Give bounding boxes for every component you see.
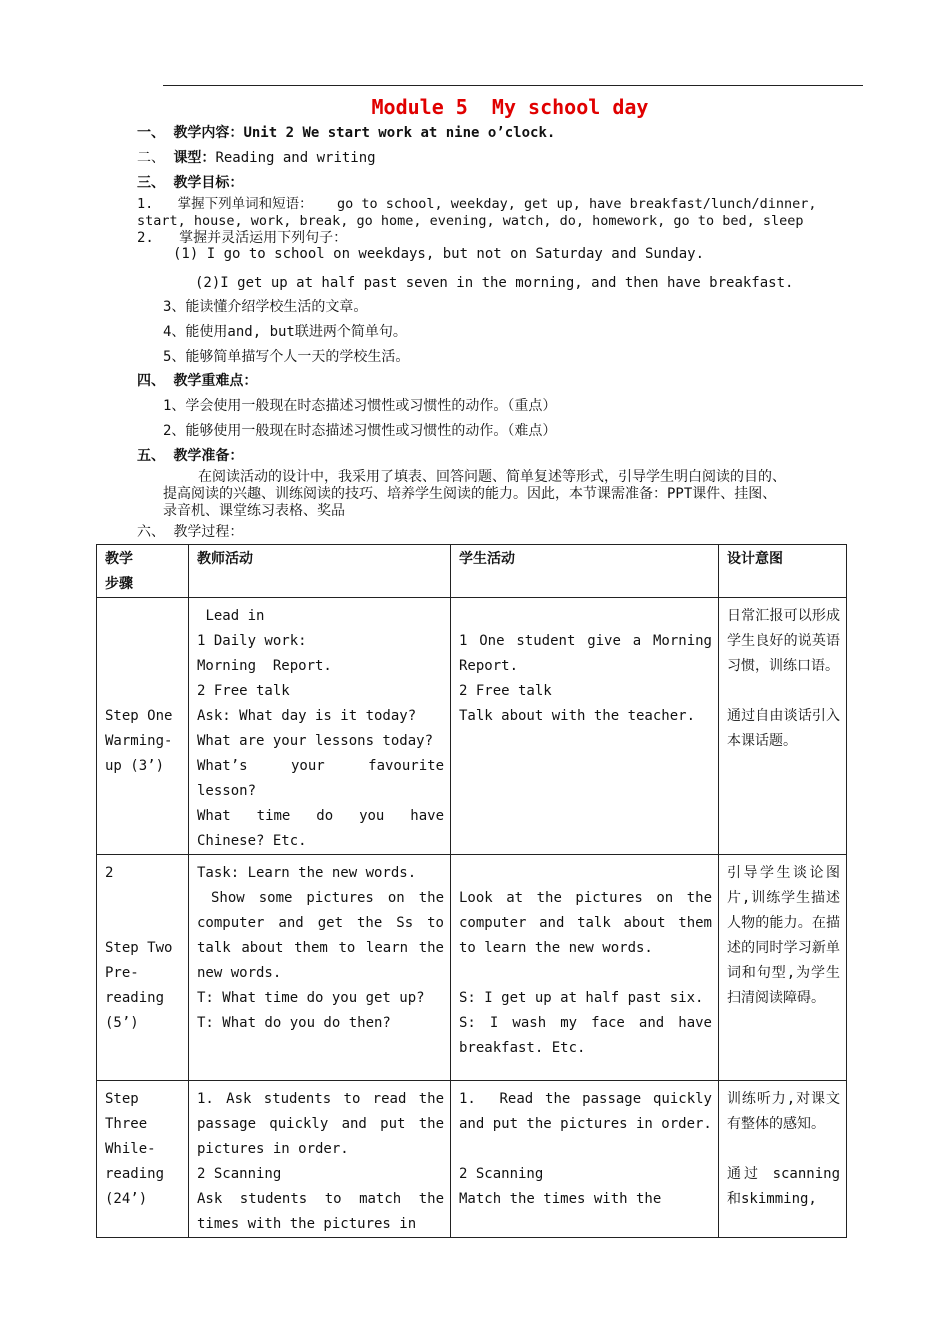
- intent-cell: 日常汇报可以形成学生良好的说英语习惯，训练口语。 通过自由谈话引入本课话题。: [719, 598, 847, 855]
- student-cell: 1. Read the passage quickly and put the pictures in order. 2 Scanning Match the times with the: [451, 1081, 719, 1238]
- step-cell: 2 Step Two Pre- reading (5’): [97, 855, 189, 1081]
- section-2: 二、 课型：Reading and writing: [137, 150, 376, 166]
- header-teacher: 教师活动: [189, 545, 451, 598]
- prep-line-b: 提高阅读的兴趣、训练阅读的技巧、培养学生阅读的能力。因此，本节课需准备：PPT课件、挂图、: [163, 486, 777, 502]
- key-point-1: 1、学会使用一般现在时态描述习惯性或习惯性的动作。（重点）: [163, 398, 557, 414]
- section-4: 四、 教学重难点：: [137, 373, 258, 389]
- section-6: 六、 教学过程：: [137, 524, 244, 540]
- intent-cell: 引导学生谈论图片,训练学生描述人物的能力。在描述的同时学习新单词和句型,为学生扫清阅读障碍。: [719, 855, 847, 1081]
- process-table: [96, 544, 847, 1238]
- table-header-row: [97, 545, 847, 598]
- teacher-cell: 1. Ask students to read the passage quickly and put the pictures in order. 2 Scanning Ask students to match the times with the pictures in: [189, 1081, 451, 1238]
- prep-line-c: 录音机、课堂练习表格、奖品: [163, 503, 345, 519]
- header-student: 学生活动: [451, 545, 719, 598]
- key-point-2: 2、能够使用一般现在时态描述习惯性或习惯性的动作。（难点）: [163, 423, 557, 439]
- goal-2: 2. 掌握并灵活运用下列句子：: [137, 230, 348, 246]
- step-cell: Step Three While- reading (24’): [97, 1081, 189, 1238]
- section-3: 三、 教学目标：: [137, 175, 244, 191]
- goal-2-sentence-2: (2)I get up at half past seven in the morning, and then have breakfast.: [195, 275, 794, 291]
- goal-5: 5、能够简单描写个人一天的学校生活。: [163, 349, 410, 365]
- student-cell: Look at the pictures on the computer and talk about them to learn the new words. S: I get up at half past six. S: I wash my face and have breakfast. Etc.: [451, 855, 719, 1081]
- header-rule: [163, 85, 863, 86]
- intent-cell: 训练听力,对课文有整体的感知。 通过 scanning 和skimming,: [719, 1081, 847, 1238]
- step-cell: Step One Warming- up (3’): [97, 598, 189, 855]
- teacher-cell: Lead in 1 Daily work: Morning Report. 2 Free talk Ask: What day is it today? What are your lessons today? What’s your favourite lesson? What time do you have Chinese? Etc.: [189, 598, 451, 855]
- table-row: [97, 855, 847, 1081]
- goal-4: 4、能使用and, but联进两个简单句。: [163, 324, 407, 340]
- table-row: [97, 598, 847, 855]
- header-intent: 设计意图: [719, 545, 847, 598]
- student-cell: 1 One student give a Morning Report. 2 Free talk Talk about with the teacher.: [451, 598, 719, 855]
- goal-1-line-b: start, house, work, break, go home, evening, watch, do, homework, go to bed, sleep: [137, 213, 804, 229]
- goal-2-sentence-1: (1) I go to school on weekdays, but not on Saturday and Sunday.: [173, 246, 705, 262]
- page-title: Module 5 My school day: [371, 95, 649, 119]
- teacher-cell: Task: Learn the new words. Show some pictures on the computer and get the Ss to talk about them to learn the new words. T: What time do you get up? T: What do you do then?: [189, 855, 451, 1081]
- goal-3: 3、能读懂介绍学校生活的文章。: [163, 299, 368, 315]
- table-row: [97, 1081, 847, 1238]
- section-5: 五、 教学准备：: [137, 448, 244, 464]
- header-step: 教学 步骤: [97, 545, 189, 598]
- prep-line-a: 在阅读活动的设计中，我采用了填表、回答问题、简单复述等形式，引导学生明白阅读的目的、: [198, 469, 786, 485]
- section-1: 一、 教学内容：Unit 2 We start work at nine o’clock.: [137, 125, 556, 141]
- goal-1-line-a: 1. 掌握下列单词和短语： go to school, weekday, get up, have breakfast/lunch/dinner,: [137, 196, 817, 212]
